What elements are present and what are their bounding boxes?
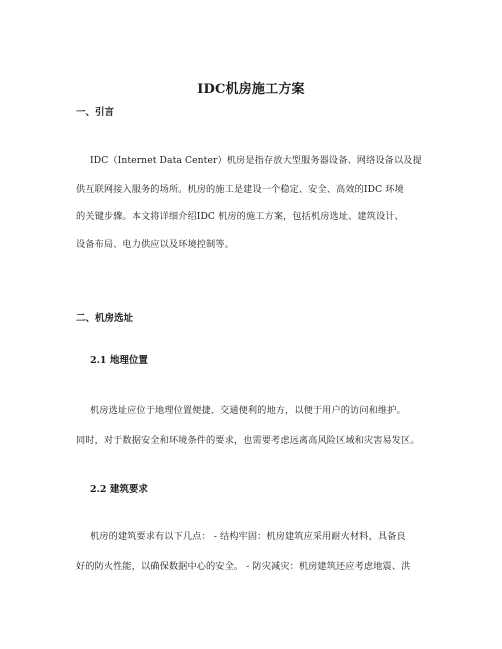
- section-heading-site-selection: 二、机房选址: [76, 313, 134, 324]
- paragraph-line: 机房的建筑要求有以下几点： - 结构牢固：机房建筑应采用耐火材料，具备良: [90, 531, 406, 542]
- paragraph-line: IDC（Internet Data Center）机房是指存放大型服务器设备、网络设备以及提: [90, 155, 422, 166]
- paragraph-line: 设备布局、电力供应以及环境控制等。: [76, 239, 234, 250]
- subsection-heading-building: 2.2 建筑要求: [90, 484, 148, 495]
- subsection-heading-location: 2.1 地理位置: [90, 355, 148, 366]
- paragraph-line: 机房选址应位于地理位置便捷、交通便利的地方，以便于用户的访问和维护。: [90, 405, 406, 416]
- document-title: IDC机房施工方案: [197, 82, 305, 97]
- paragraph-line: 供互联网接入服务的场所。机房的施工是建设一个稳定、安全、高效的IDC 环境: [76, 184, 404, 195]
- paragraph-line: 好的防火性能，以确保数据中心的安全。 - 防灾减灾：机房建筑还应考虑地震、洪: [76, 561, 411, 572]
- section-heading-introduction: 一、引言: [76, 107, 115, 118]
- paragraph-line: 的关键步骤。本文将详细介绍IDC 机房的施工方案，包括机房选址、建筑设计、: [76, 211, 404, 222]
- paragraph-line: 同时，对于数据安全和环境条件的要求，也需要考虑远离高风险区域和灾害易发区。: [76, 435, 420, 446]
